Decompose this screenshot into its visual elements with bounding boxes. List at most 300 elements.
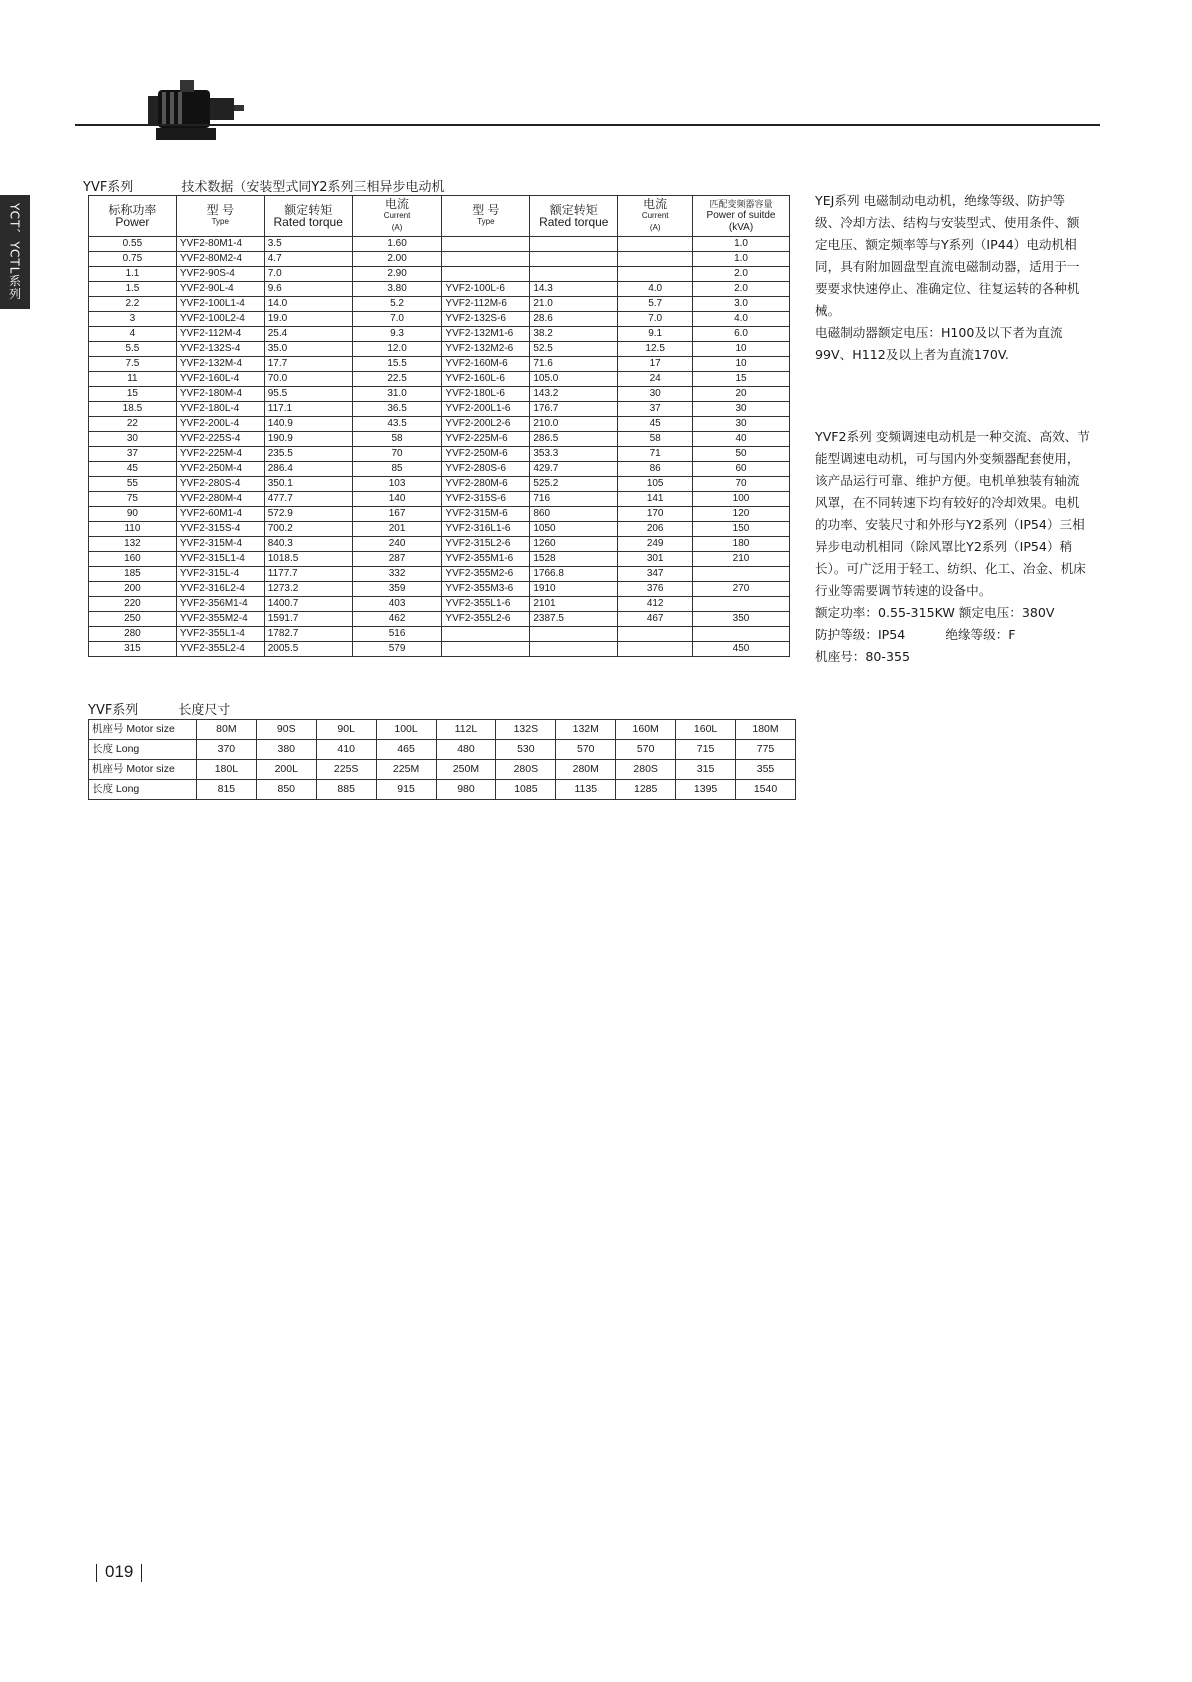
series-side-tab: YCT、YCTL系列	[0, 195, 30, 309]
length-section-title	[88, 699, 230, 718]
table-row	[89, 567, 790, 582]
table-cell: 100	[693, 492, 790, 507]
table-cell: 1782.7	[264, 627, 352, 642]
table-cell: 7.0	[352, 312, 442, 327]
table-cell: 1085	[496, 780, 556, 800]
table-cell: 3.80	[352, 282, 442, 297]
header-current: 电流 Current (A)	[352, 196, 442, 237]
header-power: 标称功率 Power	[89, 196, 177, 237]
table-row	[89, 357, 790, 372]
table-cell: 1260	[530, 537, 618, 552]
header-torque-6pole: 额定转矩 Rated torque	[530, 196, 618, 237]
table-cell: YVF2-60M1-4	[176, 507, 264, 522]
table-cell: 1177.7	[264, 567, 352, 582]
table-cell: 0.75	[89, 252, 177, 267]
tech-series-label: YVF系列	[83, 180, 134, 195]
table-cell: 1766.8	[530, 567, 618, 582]
table-cell: YVF2-315L1-4	[176, 552, 264, 567]
table-cell	[442, 267, 530, 282]
table-cell: YVF2-180M-4	[176, 387, 264, 402]
table-cell	[442, 237, 530, 252]
table-cell: 280S	[496, 760, 556, 780]
table-cell: 1018.5	[264, 552, 352, 567]
table-cell: 52.5	[530, 342, 618, 357]
table-cell: YVF2-280M-4	[176, 492, 264, 507]
table-cell: 机座号 Motor size	[89, 760, 197, 780]
table-cell: 18.5	[89, 402, 177, 417]
table-row	[89, 537, 790, 552]
table-cell	[693, 627, 790, 642]
table-cell: 12.0	[352, 342, 442, 357]
table-cell: 141	[618, 492, 693, 507]
table-cell: 37	[89, 447, 177, 462]
table-cell: 240	[352, 537, 442, 552]
table-cell: 22.5	[352, 372, 442, 387]
table-row	[89, 612, 790, 627]
table-row	[89, 312, 790, 327]
table-cell: 5.5	[89, 342, 177, 357]
table-cell: YVF2-280S-6	[442, 462, 530, 477]
table-cell: YVF2-132S-4	[176, 342, 264, 357]
table-cell: 70	[693, 477, 790, 492]
table-cell: 2.00	[352, 252, 442, 267]
table-cell: YVF2-132M-4	[176, 357, 264, 372]
table-cell: 36.5	[352, 402, 442, 417]
table-cell: 17	[618, 357, 693, 372]
table-cell: YVF2-80M2-4	[176, 252, 264, 267]
table-cell: 1528	[530, 552, 618, 567]
table-cell: 25.4	[264, 327, 352, 342]
table-cell: 465	[376, 740, 436, 760]
table-cell: 403	[352, 597, 442, 612]
table-cell: 350.1	[264, 477, 352, 492]
table-cell: 516	[352, 627, 442, 642]
table-cell: 43.5	[352, 417, 442, 432]
table-cell: 525.2	[530, 477, 618, 492]
table-cell: 6.0	[693, 327, 790, 342]
table-cell	[530, 252, 618, 267]
table-cell: 7.0	[618, 312, 693, 327]
header-current-6pole: 电流 Current (A)	[618, 196, 693, 237]
table-row	[89, 740, 796, 760]
table-cell: 1.0	[693, 237, 790, 252]
table-cell: 160M	[616, 720, 676, 740]
table-cell: 286.4	[264, 462, 352, 477]
table-cell: YVF2-180L-6	[442, 387, 530, 402]
table-cell	[442, 252, 530, 267]
table-cell: 280	[89, 627, 177, 642]
table-cell: 350	[693, 612, 790, 627]
table-row	[89, 447, 790, 462]
table-cell: 412	[618, 597, 693, 612]
table-row	[89, 237, 790, 252]
table-cell: 40	[693, 432, 790, 447]
table-cell: YVF2-315L-4	[176, 567, 264, 582]
table-cell: 1910	[530, 582, 618, 597]
table-row	[89, 402, 790, 417]
table-cell: 5.2	[352, 297, 442, 312]
table-cell: 570	[556, 740, 616, 760]
table-cell: 185	[89, 567, 177, 582]
table-cell: 353.3	[530, 447, 618, 462]
table-cell: 5.7	[618, 297, 693, 312]
table-cell	[693, 597, 790, 612]
table-cell: YVF2-160L-4	[176, 372, 264, 387]
table-cell: YVF2-315M-4	[176, 537, 264, 552]
table-row	[89, 387, 790, 402]
table-cell: 60	[693, 462, 790, 477]
table-cell: YVF2-112M-4	[176, 327, 264, 342]
table-cell: 1285	[616, 780, 676, 800]
table-cell: 70.0	[264, 372, 352, 387]
table-cell: 143.2	[530, 387, 618, 402]
table-cell: 220	[89, 597, 177, 612]
table-cell: 450	[693, 642, 790, 657]
table-cell: 55	[89, 477, 177, 492]
table-row	[89, 597, 790, 612]
table-cell: 429.7	[530, 462, 618, 477]
table-cell: 112L	[436, 720, 496, 740]
table-cell: 14.0	[264, 297, 352, 312]
table-cell: 24	[618, 372, 693, 387]
table-cell: 100L	[376, 720, 436, 740]
table-cell: YVF2-225S-4	[176, 432, 264, 447]
table-cell: 885	[316, 780, 376, 800]
tech-section-title	[83, 176, 445, 195]
table-cell: 380	[256, 740, 316, 760]
yej-description	[815, 190, 1090, 366]
table-cell: 4.7	[264, 252, 352, 267]
table-cell: 530	[496, 740, 556, 760]
table-cell: 长度 Long	[89, 740, 197, 760]
table-cell: 570	[616, 740, 676, 760]
table-cell: YVF2-355M2-6	[442, 567, 530, 582]
table-cell: 150	[693, 522, 790, 537]
table-cell: 280M	[556, 760, 616, 780]
table-cell: 1.0	[693, 252, 790, 267]
table-cell	[618, 642, 693, 657]
table-cell: 70	[352, 447, 442, 462]
table-cell: 370	[196, 740, 256, 760]
table-cell: YVF2-160L-6	[442, 372, 530, 387]
table-cell: 86	[618, 462, 693, 477]
table-cell: 2387.5	[530, 612, 618, 627]
table-cell: YVF2-80M1-4	[176, 237, 264, 252]
table-cell: YVF2-355L1-6	[442, 597, 530, 612]
table-cell: 140.9	[264, 417, 352, 432]
table-cell: YVF2-132S-6	[442, 312, 530, 327]
table-row	[89, 342, 790, 357]
table-cell: 1400.7	[264, 597, 352, 612]
table-cell: YVF2-355M3-6	[442, 582, 530, 597]
table-cell	[442, 642, 530, 657]
table-cell: 58	[618, 432, 693, 447]
header-inverter-capacity: 匹配变频器容量 Power of suitde (kVA)	[693, 196, 790, 237]
table-cell: 716	[530, 492, 618, 507]
table-cell: 4.0	[693, 312, 790, 327]
table-cell: 7.5	[89, 357, 177, 372]
table-cell: 775	[736, 740, 796, 760]
table-cell: YVF2-355M2-4	[176, 612, 264, 627]
table-cell: 225S	[316, 760, 376, 780]
header-type: 型 号 Type	[176, 196, 264, 237]
table-cell: 206	[618, 522, 693, 537]
table-cell: YVF2-200L2-6	[442, 417, 530, 432]
table-cell	[530, 237, 618, 252]
table-cell: 210.0	[530, 417, 618, 432]
table-row	[89, 642, 790, 657]
yej-paragraph-1: YEJ系列 电磁制动电动机，绝缘等级、防护等级、冷却方法、结构与安装型式、使用条件、额定电压、额定频率等与Y系列（IP44）电动机相同，具有附加圆盘型直流电磁制动器，适用于一要要求快速停止、准确定位、往复运转的各种机械。	[815, 193, 1080, 318]
table-cell: 45	[89, 462, 177, 477]
table-row	[89, 780, 796, 800]
table-cell: 11	[89, 372, 177, 387]
table-cell	[530, 642, 618, 657]
page-number	[88, 1562, 150, 1582]
yvf2-paragraph-3: 防护等级：IP54 绝缘等级：F	[815, 627, 1016, 642]
table-cell: 7.0	[264, 267, 352, 282]
table-cell	[530, 627, 618, 642]
table-cell: 180L	[196, 760, 256, 780]
table-cell: YVF2-200L1-6	[442, 402, 530, 417]
table-cell: YVF2-225M-6	[442, 432, 530, 447]
table-cell: 21.0	[530, 297, 618, 312]
table-cell: 280S	[616, 760, 676, 780]
table-cell: 17.7	[264, 357, 352, 372]
table-cell: 2005.5	[264, 642, 352, 657]
length-series-label: YVF系列	[88, 703, 139, 718]
table-cell: 250M	[436, 760, 496, 780]
table-cell: 20	[693, 387, 790, 402]
table-cell	[618, 627, 693, 642]
table-cell: 9.3	[352, 327, 442, 342]
table-cell: 机座号 Motor size	[89, 720, 197, 740]
table-cell: YVF2-316L1-6	[442, 522, 530, 537]
table-cell: 579	[352, 642, 442, 657]
table-cell: 347	[618, 567, 693, 582]
table-cell: 58	[352, 432, 442, 447]
table-cell: YVF2-225M-4	[176, 447, 264, 462]
table-cell: 1135	[556, 780, 616, 800]
table-cell: YVF2-180L-4	[176, 402, 264, 417]
table-cell: 105.0	[530, 372, 618, 387]
table-cell: 长度 Long	[89, 780, 197, 800]
table-cell: 132	[89, 537, 177, 552]
table-cell: 700.2	[264, 522, 352, 537]
table-cell: 201	[352, 522, 442, 537]
table-cell: 0.55	[89, 237, 177, 252]
table-cell: YVF2-132M1-6	[442, 327, 530, 342]
table-cell: 132S	[496, 720, 556, 740]
table-cell	[442, 627, 530, 642]
table-cell: 572.9	[264, 507, 352, 522]
motor-illustration-icon	[140, 78, 245, 144]
table-cell	[693, 567, 790, 582]
table-cell: 35.0	[264, 342, 352, 357]
table-cell: 180	[693, 537, 790, 552]
table-cell: 301	[618, 552, 693, 567]
table-cell: 1273.2	[264, 582, 352, 597]
table-cell: 38.2	[530, 327, 618, 342]
table-row	[89, 297, 790, 312]
table-cell	[618, 237, 693, 252]
table-row	[89, 432, 790, 447]
table-cell: 2.0	[693, 282, 790, 297]
table-row	[89, 627, 790, 642]
table-cell: 30	[693, 402, 790, 417]
table-cell: YVF2-355L2-6	[442, 612, 530, 627]
table-cell: 85	[352, 462, 442, 477]
table-cell: YVF2-100L1-4	[176, 297, 264, 312]
table-cell: YVF2-90L-4	[176, 282, 264, 297]
table-cell: 200L	[256, 760, 316, 780]
table-row	[89, 477, 790, 492]
table-cell: 22	[89, 417, 177, 432]
table-cell: 10	[693, 357, 790, 372]
table-cell: 355	[736, 760, 796, 780]
table-cell: 4	[89, 327, 177, 342]
table-cell: YVF2-355L2-4	[176, 642, 264, 657]
table-cell: 332	[352, 567, 442, 582]
table-cell: 90	[89, 507, 177, 522]
table-cell: 160L	[676, 720, 736, 740]
table-cell: 915	[376, 780, 436, 800]
table-row	[89, 492, 790, 507]
table-cell: 200	[89, 582, 177, 597]
table-row	[89, 720, 796, 740]
table-cell: YVF2-316L2-4	[176, 582, 264, 597]
table-cell: 1.1	[89, 267, 177, 282]
table-cell: YVF2-100L-6	[442, 282, 530, 297]
table-cell: YVF2-315M-6	[442, 507, 530, 522]
table-cell: 315	[676, 760, 736, 780]
table-cell: 167	[352, 507, 442, 522]
table-cell: 235.5	[264, 447, 352, 462]
table-cell	[530, 267, 618, 282]
table-cell: 12.5	[618, 342, 693, 357]
table-cell: 120	[693, 507, 790, 522]
table-cell: 19.0	[264, 312, 352, 327]
yvf2-paragraph-2: 额定功率：0.55-315KW 额定电压：380V	[815, 605, 1055, 620]
table-cell: 50	[693, 447, 790, 462]
page-number-text: 019	[105, 1562, 134, 1581]
table-cell: YVF2-250M-6	[442, 447, 530, 462]
table-cell: 176.7	[530, 402, 618, 417]
table-cell: YVF2-112M-6	[442, 297, 530, 312]
table-cell	[618, 252, 693, 267]
table-row	[89, 327, 790, 342]
table-cell: 15	[89, 387, 177, 402]
table-cell: 71.6	[530, 357, 618, 372]
table-cell: 860	[530, 507, 618, 522]
table-cell: 840.3	[264, 537, 352, 552]
table-cell: YVF2-250M-4	[176, 462, 264, 477]
table-cell: 286.5	[530, 432, 618, 447]
table-cell: YVF2-355M1-6	[442, 552, 530, 567]
table-cell: 210	[693, 552, 790, 567]
table-cell: YVF2-315S-4	[176, 522, 264, 537]
table-cell: 9.1	[618, 327, 693, 342]
table-cell: 105	[618, 477, 693, 492]
table-cell: 376	[618, 582, 693, 597]
table-cell: 110	[89, 522, 177, 537]
table-cell: 3.0	[693, 297, 790, 312]
table-cell: 45	[618, 417, 693, 432]
table-cell: 1.60	[352, 237, 442, 252]
table-cell: 715	[676, 740, 736, 760]
table-cell: 225M	[376, 760, 436, 780]
table-row	[89, 552, 790, 567]
table-cell: 14.3	[530, 282, 618, 297]
table-cell: 2.0	[693, 267, 790, 282]
header-type-6pole: 型 号 Type	[442, 196, 530, 237]
tech-title-label: 技术数据（安装型式同Y2系列三相异步电动机	[181, 180, 445, 195]
table-cell: 462	[352, 612, 442, 627]
table-cell: 359	[352, 582, 442, 597]
table-cell: YVF2-355L1-4	[176, 627, 264, 642]
table-cell: 31.0	[352, 387, 442, 402]
table-cell: 15.5	[352, 357, 442, 372]
table-cell: 9.6	[264, 282, 352, 297]
table-cell: 75	[89, 492, 177, 507]
table-cell: 3	[89, 312, 177, 327]
table-row	[89, 507, 790, 522]
header-torque: 额定转矩 Rated torque	[264, 196, 352, 237]
table-cell: 1591.7	[264, 612, 352, 627]
table-cell: 117.1	[264, 402, 352, 417]
table-cell: 980	[436, 780, 496, 800]
table-cell: YVF2-160M-6	[442, 357, 530, 372]
table-cell: YVF2-100L2-4	[176, 312, 264, 327]
table-cell: YVF2-200L-4	[176, 417, 264, 432]
table-cell: 815	[196, 780, 256, 800]
table-row	[89, 522, 790, 537]
length-title-label: 长度尺寸	[178, 703, 231, 718]
table-cell: 28.6	[530, 312, 618, 327]
table-cell: 140	[352, 492, 442, 507]
table-cell: 2101	[530, 597, 618, 612]
table-cell: 160	[89, 552, 177, 567]
table-row	[89, 760, 796, 780]
table-row	[89, 372, 790, 387]
table-cell: 410	[316, 740, 376, 760]
table-cell: 850	[256, 780, 316, 800]
table-cell: 30	[89, 432, 177, 447]
table-cell: 1395	[676, 780, 736, 800]
table-cell: 287	[352, 552, 442, 567]
table-cell: 467	[618, 612, 693, 627]
table-cell: 190.9	[264, 432, 352, 447]
tech-header-row	[89, 196, 790, 237]
table-cell	[618, 267, 693, 282]
table-cell: 250	[89, 612, 177, 627]
table-cell: YVF2-280M-6	[442, 477, 530, 492]
table-cell: 4.0	[618, 282, 693, 297]
table-cell: 270	[693, 582, 790, 597]
table-row	[89, 282, 790, 297]
table-cell: 80M	[196, 720, 256, 740]
table-cell: 37	[618, 402, 693, 417]
header-rule	[75, 124, 1100, 126]
table-cell: 95.5	[264, 387, 352, 402]
table-cell: 180M	[736, 720, 796, 740]
table-cell: YVF2-280S-4	[176, 477, 264, 492]
table-cell: 2.90	[352, 267, 442, 282]
table-cell: 10	[693, 342, 790, 357]
table-cell: 477.7	[264, 492, 352, 507]
yvf2-paragraph-1: YVF2系列 变频调速电动机是一种交流、高效、节能型调速电动机，可与国内外变频器配套使用，该产品运行可靠、维护方便。电机单独装有轴流风罩，在不同转速下均有较好的冷却效果。电机的功率、安装尺寸和外形与Y2系列（IP54）三相异步电动机相同（除风罩比Y2系列（IP54）稍长）。可广泛用于轻工、纺织、化工、冶金、机床行业等需要调节转速的设备中。	[815, 429, 1090, 598]
table-cell: 15	[693, 372, 790, 387]
table-cell: 132M	[556, 720, 616, 740]
